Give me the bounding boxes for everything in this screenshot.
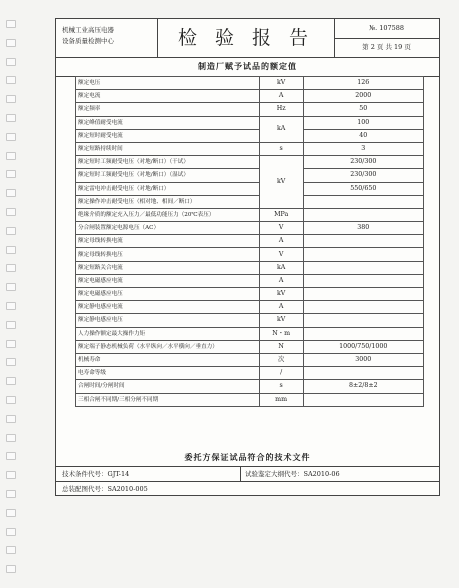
report-title: 检 验 报 告	[158, 19, 335, 57]
parameter-name: 额定短时工频耐受电压（对地/断口）（干试）	[76, 156, 260, 169]
value: 126	[303, 77, 423, 90]
binding-hole	[6, 340, 16, 348]
parameter-name: 额定端子静态机械负荷（水平纵向／水平横向／垂直力）	[76, 340, 260, 353]
tech-condition-code: 技术条件代号：GJT-14	[62, 470, 130, 478]
table-row	[76, 129, 424, 142]
parameter-name: 额定电压	[76, 77, 260, 90]
unit: kA	[259, 116, 303, 142]
table-row	[76, 142, 424, 155]
report-header	[56, 19, 439, 58]
table-row	[76, 301, 424, 314]
section-title-tech-docs: 委托方保证试品符合的技术文件	[184, 452, 311, 462]
docs-row-1	[56, 466, 439, 482]
binding-hole	[6, 471, 16, 479]
value: 100	[303, 116, 423, 129]
binding-hole	[6, 283, 16, 291]
value	[303, 195, 423, 208]
value: 40	[303, 129, 423, 142]
unit: /	[259, 367, 303, 380]
unit: kV	[259, 156, 303, 209]
value	[303, 288, 423, 301]
unit: N	[259, 340, 303, 353]
test-outline-code: 试验鉴定大纲代号：SA2010-06	[245, 470, 340, 478]
table-row	[76, 340, 424, 353]
binding-hole	[6, 264, 16, 272]
organization-name	[56, 19, 158, 57]
unit: kV	[259, 314, 303, 327]
value: 1000/750/1000	[303, 340, 423, 353]
parameter-name: 额定电流	[76, 90, 260, 103]
unit: MPa	[259, 208, 303, 221]
table-row	[76, 274, 424, 287]
table-row	[76, 182, 424, 195]
binding-hole	[6, 396, 16, 404]
value	[303, 393, 423, 406]
table-row	[76, 169, 424, 182]
value	[303, 314, 423, 327]
binding-holes	[6, 0, 18, 588]
value	[303, 261, 423, 274]
table-row	[76, 208, 424, 221]
unit: A	[259, 274, 303, 287]
parameter-name: 额定电磁感应电流	[76, 274, 260, 287]
binding-hole	[6, 302, 16, 310]
section-title-rated-values: 制造厂赋予试品的额定值	[56, 57, 439, 77]
parameter-name: 额定短路关合电流	[76, 261, 260, 274]
value	[303, 274, 423, 287]
unit: s	[259, 380, 303, 393]
unit: kA	[259, 261, 303, 274]
binding-hole	[6, 321, 16, 329]
table-row	[76, 77, 424, 90]
binding-hole	[6, 546, 16, 554]
unit: A	[259, 235, 303, 248]
report-page	[55, 18, 440, 496]
unit: mm	[259, 393, 303, 406]
org-line-1: 机械工业高压电器	[62, 26, 114, 34]
binding-hole	[6, 95, 16, 103]
unit: V	[259, 222, 303, 235]
unit: kV	[259, 288, 303, 301]
value	[303, 301, 423, 314]
org-line-2: 设备质量检测中心	[62, 37, 114, 45]
parameter-name: 机械寿命	[76, 353, 260, 366]
rated-values-table	[75, 76, 424, 407]
page-indicator: 第 2 页 共 19 页	[362, 43, 411, 51]
binding-hole	[6, 565, 16, 573]
value: 8±2/8±2	[303, 380, 423, 393]
value: 230/300	[303, 169, 423, 182]
parameter-name: 额定电磁感应电压	[76, 288, 260, 301]
binding-hole	[6, 528, 16, 536]
unit: kV	[259, 77, 303, 90]
table-row	[76, 261, 424, 274]
table-row	[76, 156, 424, 169]
value	[303, 208, 423, 221]
table-row	[76, 222, 424, 235]
parameter-name: 额定峰值耐受电流	[76, 116, 260, 129]
assembly-drawing-code: 总装配图代号：SA2010-005	[62, 485, 148, 493]
parameter-name: 额定短时工频耐受电压（对地/断口）（湿试）	[76, 169, 260, 182]
table-row	[76, 116, 424, 129]
binding-hole	[6, 133, 16, 141]
parameter-name: 三相合闸不同期/三相分闸不同期	[76, 393, 260, 406]
value: 3000	[303, 353, 423, 366]
parameter-name: 额定雷电冲击耐受电压（对地/断口）	[76, 182, 260, 195]
table-row	[76, 327, 424, 340]
binding-hole	[6, 509, 16, 517]
table-row	[76, 380, 424, 393]
binding-hole	[6, 189, 16, 197]
parameter-name: 额定静电感应电流	[76, 301, 260, 314]
binding-hole	[6, 114, 16, 122]
table-row	[76, 235, 424, 248]
binding-hole	[6, 377, 16, 385]
table-row	[76, 353, 424, 366]
table-row	[76, 314, 424, 327]
value: 550/650	[303, 182, 423, 195]
table-row	[76, 248, 424, 261]
value: 2000	[303, 90, 423, 103]
binding-hole	[6, 490, 16, 498]
table-row	[76, 90, 424, 103]
binding-hole	[6, 76, 16, 84]
value: 3	[303, 142, 423, 155]
unit: A	[259, 90, 303, 103]
parameter-name: 额定母线转换电流	[76, 235, 260, 248]
binding-hole	[6, 58, 16, 66]
binding-hole	[6, 434, 16, 442]
unit: 次	[259, 353, 303, 366]
parameter-name: 额定静电感应电压	[76, 314, 260, 327]
binding-hole	[6, 208, 16, 216]
report-number: №. 107588	[334, 19, 439, 39]
parameter-name: 额定操作冲击耐受电压（相对地、相间／断口）	[76, 195, 260, 208]
unit: Hz	[259, 103, 303, 116]
docs-row-2	[56, 481, 439, 497]
binding-hole	[6, 227, 16, 235]
value	[303, 327, 423, 340]
table-row	[76, 195, 424, 208]
value	[303, 235, 423, 248]
parameter-name: 额定频率	[76, 103, 260, 116]
unit: A	[259, 301, 303, 314]
table-row	[76, 393, 424, 406]
parameter-name: 人力操作额定最大操作力矩	[76, 327, 260, 340]
value: 230/300	[303, 156, 423, 169]
parameter-name: 额定母线转换电压	[76, 248, 260, 261]
value	[303, 367, 423, 380]
value: 50	[303, 103, 423, 116]
parameter-name: 合闸时间/分闸时间	[76, 380, 260, 393]
unit: V	[259, 248, 303, 261]
parameter-name: 分合闸装置额定电源电压（AC）	[76, 222, 260, 235]
value	[303, 248, 423, 261]
unit: N・m	[259, 327, 303, 340]
binding-hole	[6, 20, 16, 28]
table-row	[76, 288, 424, 301]
binding-hole	[6, 415, 16, 423]
parameter-name: 额定短时耐受电流	[76, 129, 260, 142]
unit: s	[259, 142, 303, 155]
parameter-name: 绝缘介质的额定充入压力／最低功能压力（20℃表压）	[76, 208, 260, 221]
binding-hole	[6, 246, 16, 254]
binding-hole	[6, 152, 16, 160]
parameter-name: 电寿命等级	[76, 367, 260, 380]
table-row	[76, 367, 424, 380]
table-row	[76, 103, 424, 116]
binding-hole	[6, 170, 16, 178]
value: 380	[303, 222, 423, 235]
binding-hole	[6, 39, 16, 47]
parameter-name: 额定短路持续时间	[76, 142, 260, 155]
binding-hole	[6, 452, 16, 460]
binding-hole	[6, 358, 16, 366]
